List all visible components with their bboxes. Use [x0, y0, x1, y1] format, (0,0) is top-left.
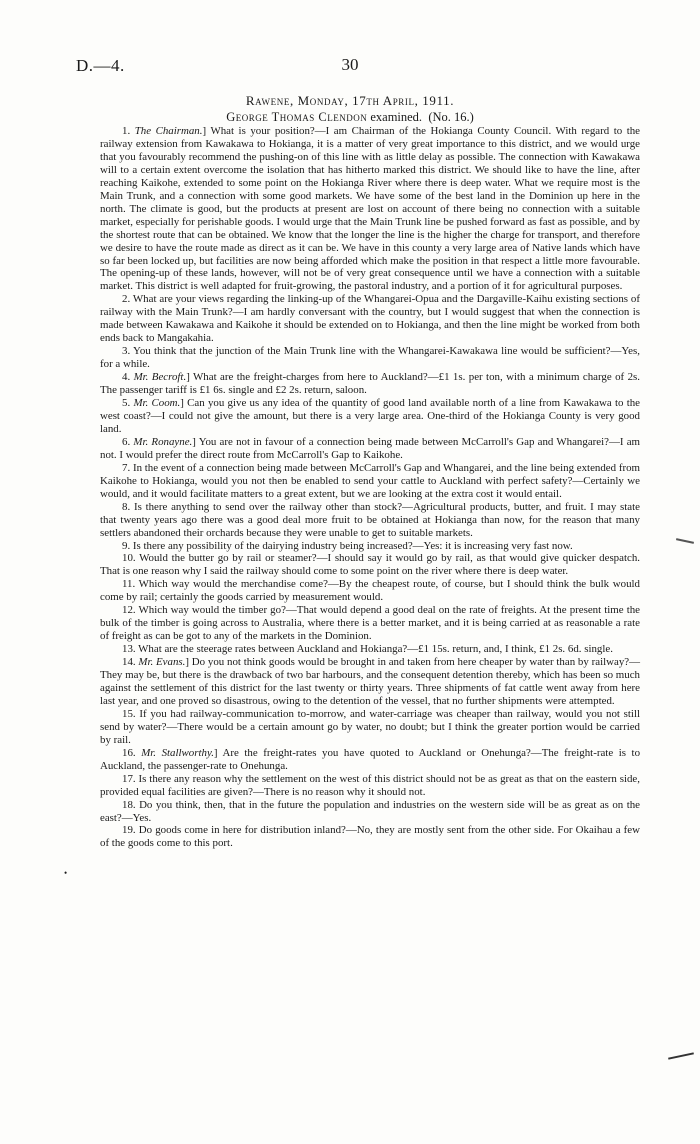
question-answer-text: In the event of a connection being made between McCarroll's Gap and Whangarei, and the line being extended from Kaikohe to Hokianga, would you not then be enabled to send your cattle to Auckland with perfect safety?—Certainly we would, and it would facilitate matters to a great extent, but we are looking at the extra cost it would entail. — [100, 461, 641, 500]
question-number: 5. — [122, 397, 134, 410]
testimony-paragraph — [100, 708, 640, 747]
testimony-paragraph — [100, 578, 640, 604]
speaker-name: Mr. Stallworthy. — [141, 746, 214, 759]
witness-heading — [0, 110, 700, 125]
question-answer-text: Do you not think goods would be brought in and taken from here cheaper by water than by railway?—They may be, but there is the drawback of two bar harbours, and the consequent detention thereby, which has been so much against the settlement of this district for the last twenty or thirty years. Three shipments of fat cattle went away from here last year, and one proved so disastrous, owing to the detention of the vessel, that no further shipments were attempted. — [100, 656, 640, 707]
testimony-paragraph: 6. Mr. Ronayne.] You are not in favour of a connection being made between McCarroll's Gap and Whangarei?—I am not. I would prefer the direct route from McCarroll's Gap to Kaikohe. — [100, 435, 640, 461]
question-answer-text: What is your position?—I am Chairman of the Hokianga County Council. With regard to the railway extension from Kawakawa to Hokianga, it is a matter of very great importance to this district, and we would urge that you favourably recommend the pushing-on of this line with as little delay as possible. The connection with Kawakawa will to a certain extent overcome the isolation that has hitherto marked this district. We should like to have the line, after reaching Kaikohe, extended to some point on the Hokianga River where there is deep water. What we require most is the Main Trunk, and a connection with some good markets. We have some of the best land in the Dominion up here in the north. The climate is good, but the products at present are lost on account of there being no connection with a suitable market, especially for perishable goods. I would urge that the Main Trunk line be pushed forward as fast as possible, and by the shortest route that can be obtained. We know that the longer the line is the higher the charge for transport, and therefore we desire to have the route made as direct as it can be. We have in this county a very large area of Native lands which have so far been locked up, but facilities are now being afforded which make the position in that respect a little more favourable. The opening-up of these lands, however, will not be of very great consequence until we have a connection with a suitable market. This district is well adapted for fruit-growing, the pastoral industry, and a portion of it for agricultural purposes. — [100, 125, 641, 293]
speaker-name: The Chairman. — [134, 125, 203, 137]
testimony-paragraph — [100, 540, 640, 553]
question-number: 6. — [122, 435, 134, 448]
witness-name: George Thomas Clendon — [226, 110, 368, 124]
question-number: 1. — [122, 125, 135, 137]
testimony-paragraph — [100, 773, 640, 799]
question-number: 14. — [122, 656, 139, 669]
witness-suffix: examined. — [367, 110, 423, 124]
question-answer-text: Which way would the timber go?—That would depend a good deal on the rate of freights. At the present time the bulk of the timber is going across to Australia, where there is a better market, and it is being carried at as reasonable a rate of freight as can be got to any of the markets in the Dominion. — [100, 604, 641, 643]
testimony-paragraph: 5. Mr. Coom.] Can you give us any idea of the quantity of good land available north of a line from Kawakawa to the west coast?—I could not give the amount, but there is a very large area. One-third of the Hokianga County is very good land. — [100, 397, 640, 435]
question-answer-text: If you had railway-communication to-morrow, and water-carriage was cheaper than railway, would you not still send by water?—There would be a certain amount go by water, no doubt; but I think the greater portion would be carried by rail. — [100, 707, 640, 746]
testimony-paragraph — [100, 552, 640, 578]
question-number: 10. — [122, 552, 140, 565]
question-answer-text: What are the steerage rates between Auckland and Hokianga?—£1 15s. return, and, I think, £1 2s. 6d. single. — [138, 643, 613, 656]
testimony-paragraph — [100, 293, 640, 345]
question-number: 16. — [122, 746, 142, 759]
testimony-paragraph: 1. The Chairman.] What is your position?—I am Chairman of the Hokianga County Council. With regard to the railway extension from Kawakawa to Hokianga, it is a matter of very great importance to this district, and we would urge that you favourably recommend the pushing-on of this line with as little delay as possible. The connection with Kawakawa will to a certain extent overcome the isolation that has hitherto marked this district. We should like to have the line, after reaching Kaikohe, extended to some point on the Hokianga River where there is deep water. What we require most is the Main Trunk, and a connection with some good markets. We have some of the best land in the Dominion up here in the north. The climate is good, but the products at present are lost on account of there being no connection with a suitable market, especially for perishable goods. I would urge that the Main Trunk line be pushed forward as fast as possible, and by the shortest route that can be obtained. We know that the longer the line is the higher the charge for transport, and therefore we desire to have the route made as direct as it can be. We have in this county a very large area of Native lands which have so far been locked up, but facilities are now being afforded which make the position in that respect a little more favourable. The opening-up of these lands, however, will not be of very great consequence until we have a connection with a suitable market. This district is well adapted for fruit-growing, the pastoral industry, and a portion of it for agricultural purposes. — [100, 125, 641, 293]
testimony-paragraph — [100, 799, 640, 825]
speaker-name: Mr. Evans. — [138, 656, 186, 669]
question-answer-text: Is there any possibility of the dairying industry being increased?—Yes: it is increasing very fast now. — [132, 539, 573, 552]
speaker-name: Mr. Coom. — [133, 397, 181, 410]
question-answer-text: Can you give us any idea of the quantity of good land available north of a line from Kawakawa to the west coast?—I could not give the amount, but there is a very large area. One-third of the Hokianga County is very good land. — [100, 397, 640, 435]
question-number: 13. — [122, 643, 139, 656]
speaker-name: Mr. Becroft. — [133, 371, 187, 384]
question-number: 15. — [122, 707, 140, 720]
question-answer-text: Which way would the merchandise come?—By the cheapest route, of course, but I should think the bulk would come by rail; certainly the goods carried by measurement would. — [100, 578, 640, 604]
question-number: 8. — [122, 500, 134, 513]
question-number: 12. — [122, 604, 139, 617]
testimony-paragraph — [100, 462, 640, 501]
question-number: 2. — [122, 293, 133, 306]
margin-stroke — [676, 538, 694, 544]
document-reference: D.—4. — [76, 56, 125, 75]
testimony-paragraph: 4. Mr. Becroft.] What are the freight-charges from here to Auckland?—£1 1s. per ton, with a minimum charge of 2s. The passenger tariff is £1 6s. single and £2 2s. return, saloon. — [100, 371, 641, 397]
speaker-name: Mr. Ronayne. — [133, 435, 193, 448]
testimony-paragraph — [100, 824, 640, 850]
question-number: 11. — [122, 578, 139, 591]
testimony-body — [100, 125, 640, 850]
dateline: Rawene, Monday, 17th April, 1911. — [245, 93, 455, 108]
page-number: 30 — [341, 55, 359, 74]
testimony-paragraph: 14. Mr. Evans.] Do you not think goods would be brought in and taken from here cheaper by water than by railway?—They may be, but there is the drawback of two bar harbours, and the consequent detention thereby, which has been so much against the settlement of this district for the last twenty or thirty years. Three shipments of fat cattle went away from here last year, and one proved so disastrous, owing to the detention of the vessel, that no further shipments were attempted. — [100, 656, 640, 707]
question-number: 19. — [122, 824, 139, 837]
witness-number: (No. 16.) — [428, 110, 474, 124]
question-answer-text: Do you think, then, that in the future the population and industries on the western side will be as great as on the east?—Yes. — [100, 798, 640, 824]
question-answer-text: You are not in favour of a connection being made between McCarroll's Gap and Whangarei?—I am not. I would prefer the direct route from McCarroll's Gap to Kaikohe. — [100, 435, 640, 461]
question-answer-text: Is there any reason why the settlement on the west of this district should not be as great as that on the eastern side, provided equal facilities are given?—There is no reason why it should not. — [100, 772, 640, 798]
question-number: 17. — [122, 772, 139, 785]
question-answer-text: Is there anything to send over the railway other than stock?—Agricultural products, butter, and fruit. I may state that twenty years ago there was a good deal more fruit to be obtained at Hokianga than now, for the reason that many settlers abandoned their orchards because they were unable to get to suitable markets. — [100, 500, 640, 539]
testimony-paragraph — [100, 345, 640, 371]
question-answer-text: What are the freight-charges from here to Auckland?—£1 1s. per ton, with a minimum charge of 2s. The passenger tariff is £1 6s. single and £2 2s. return, saloon. — [100, 371, 641, 397]
testimony-paragraph: 16. Mr. Stallworthy.] Are the freight-rates you have quoted to Auckland or Onehunga?—The freight-rate is to Auckland, the passenger-rate to Onehunga. — [100, 746, 641, 772]
testimony-paragraph — [100, 604, 640, 643]
question-number: 7. — [122, 461, 133, 474]
question-answer-text: Are the freight-rates you have quoted to Auckland or Onehunga?—The freight-rate is to Auckland, the passenger-rate to Onehunga. — [100, 746, 641, 772]
question-number: 18. — [122, 798, 140, 811]
question-answer-text: Do goods come in here for distribution inland?—No, they are mostly sent from the other side. For Okaihau a few of the goods come to this port. — [100, 824, 640, 850]
question-number: 9. — [122, 539, 133, 552]
question-answer-text: You think that the junction of the Main Trunk line with the Whangarei-Kawakawa line would be sufficient?—Yes, for a while. — [100, 345, 640, 371]
margin-dot: • — [64, 868, 68, 878]
testimony-paragraph — [100, 501, 640, 540]
testimony-paragraph — [100, 643, 640, 656]
question-number: 3. — [122, 345, 134, 358]
margin-stroke — [668, 1052, 694, 1059]
question-number: 4. — [122, 371, 134, 384]
question-answer-text: Would the butter go by rail or steamer?—I should say it would go by rail, as that would give quicker despatch. That is one reason why I said the railway should come to some point on the river where there is deep water. — [100, 552, 640, 578]
question-answer-text: What are your views regarding the linking-up of the Whangarei-Opua and the Dargaville-Kaihu existing sections of railway with the Main Trunk?—I am hardly conversant with the country, but I would suggest that when the connection is made between Kawakawa and Kaikohe it should be extended on to Hokianga, and then the line might be worked from both ends back to Mangakahia. — [100, 293, 640, 345]
